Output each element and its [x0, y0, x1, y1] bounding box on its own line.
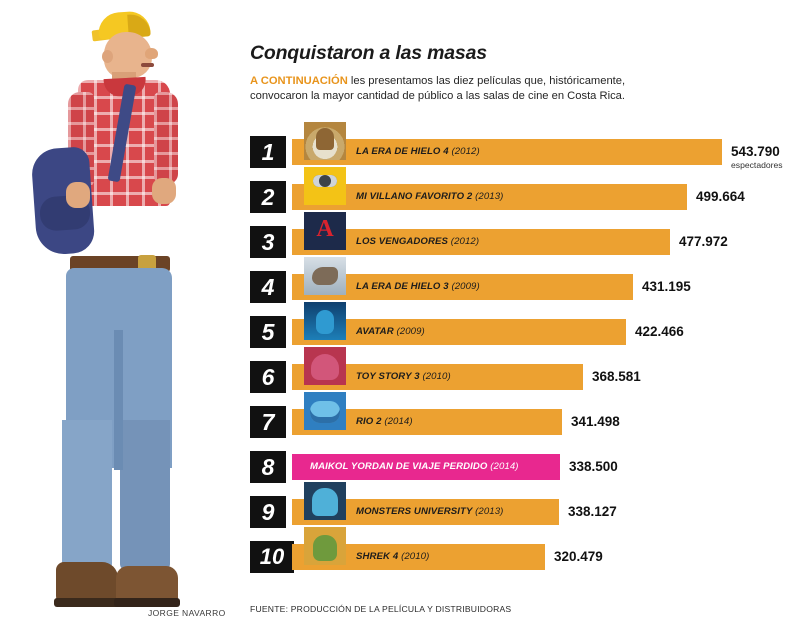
movie-year: (2013): [475, 191, 504, 202]
movie-year: (2010): [422, 371, 451, 382]
movie-poster-thumbnail: [304, 390, 346, 430]
bar-value-label: 368.581: [592, 369, 641, 384]
movie-year: (2009): [451, 281, 480, 292]
bar-value-label: 341.498: [571, 414, 620, 429]
bar: [292, 229, 670, 255]
rank-badge: 9: [250, 496, 286, 528]
rank-badge: 8: [250, 451, 286, 483]
movie-name: TOY STORY 3: [356, 371, 423, 382]
poster-image: [304, 212, 346, 250]
movie-name: LOS VENGADORES: [356, 236, 451, 247]
source-note: FUENTE: PRODUCCIÓN DE LA PELÍCULA Y DISTRIBUIDORAS: [250, 604, 512, 614]
mouth-shape: [141, 63, 154, 67]
movie-name: MI VILLANO FAVORITO 2: [356, 191, 476, 202]
movie-title: [356, 416, 413, 427]
poster-image: [304, 302, 346, 340]
movie-year: (2010): [401, 551, 430, 562]
movie-title: [356, 236, 479, 247]
poster-image: [304, 527, 346, 565]
movie-name: MAIKOL YORDAN DE VIAJE PERDIDO: [310, 461, 491, 472]
movie-title: [356, 551, 429, 562]
rank-badge: 5: [250, 316, 286, 348]
right-hand-shape: [152, 178, 176, 204]
movie-poster-thumbnail: [304, 300, 346, 340]
rank-badge: 10: [250, 541, 294, 573]
movie-title: [356, 146, 480, 157]
poster-image: [304, 392, 346, 430]
poster-image: [304, 122, 346, 160]
photo-credit: JORGE NAVARRO: [148, 608, 226, 618]
movie-poster-thumbnail: [304, 120, 346, 160]
rank-badge: 2: [250, 181, 286, 213]
right-arm-shape: [154, 92, 178, 184]
value-unit-note: espectadores: [731, 160, 783, 170]
movie-title: [356, 506, 503, 517]
movie-poster-thumbnail: [304, 210, 346, 250]
left-hand-shape: [66, 182, 90, 208]
intro-text: les presentamos las diez películas que, históricamente, convocaron la mayor cantidad de público a las salas de cine en Costa Rica.: [250, 75, 626, 102]
movie-year: (2013): [475, 506, 504, 517]
movie-year: (2009): [396, 326, 425, 337]
movie-title: [356, 191, 503, 202]
bar-value-label: 338.500: [569, 459, 618, 474]
movie-year: (2012): [450, 236, 480, 247]
movie-name: AVATAR: [356, 326, 397, 337]
movie-poster-thumbnail: [304, 165, 346, 205]
intro-kicker: A CONTINUACIÓN: [250, 75, 348, 87]
bar-value-label: 543.790 espectadores: [731, 144, 783, 170]
poster-image: [304, 482, 346, 520]
rank-badge: 3: [250, 226, 286, 258]
right-leg-shape: [120, 420, 170, 570]
right-boot-sole-shape: [114, 598, 180, 607]
movie-name: SHREK 4: [356, 551, 402, 562]
movie-poster-thumbnail: [304, 255, 346, 295]
bar-value-label: 338.127: [568, 504, 617, 519]
rank-badge: 4: [250, 271, 286, 303]
poster-image: [304, 347, 346, 385]
bar-value-label: 320.479: [554, 549, 603, 564]
left-boot-sole-shape: [54, 598, 120, 607]
rank-badge: 6: [250, 361, 286, 393]
left-leg-shape: [62, 420, 112, 570]
infographic-content: [245, 0, 800, 641]
movie-name: RIO 2: [356, 416, 385, 427]
photo-illustration: [0, 0, 240, 641]
poster-image: [304, 167, 346, 205]
bar-value-label: 422.466: [635, 324, 684, 339]
table-row: [250, 535, 798, 580]
movie-title: [356, 281, 480, 292]
movie-name: LA ERA DE HIELO 4: [356, 146, 452, 157]
movie-year: (2012): [451, 146, 480, 157]
page-title: Conquistaron a las masas: [250, 42, 487, 64]
intro-paragraph: [250, 74, 650, 104]
jeans-seam-shape: [114, 330, 123, 470]
ranking-bar-chart: [250, 130, 798, 580]
ear-shape: [102, 50, 113, 63]
movie-name: LA ERA DE HIELO 3: [356, 281, 452, 292]
movie-year: (2014): [490, 461, 519, 472]
nose-shape: [145, 48, 158, 59]
movie-poster-thumbnail: [304, 480, 346, 520]
movie-poster-thumbnail: [304, 345, 346, 385]
movie-poster-thumbnail: [304, 525, 346, 565]
movie-name: MONSTERS UNIVERSITY: [356, 506, 476, 517]
rank-badge: 7: [250, 406, 286, 438]
movie-title: [356, 326, 425, 337]
movie-title: [356, 371, 451, 382]
movie-title: [310, 461, 519, 472]
rank-badge: 1: [250, 136, 286, 168]
table-row: [250, 400, 798, 445]
bar-value-label: 499.664: [696, 189, 745, 204]
poster-image: [304, 257, 346, 295]
bar-value-label: 431.195: [642, 279, 691, 294]
bar-value-label: 477.972: [679, 234, 728, 249]
movie-year: (2014): [384, 416, 413, 427]
